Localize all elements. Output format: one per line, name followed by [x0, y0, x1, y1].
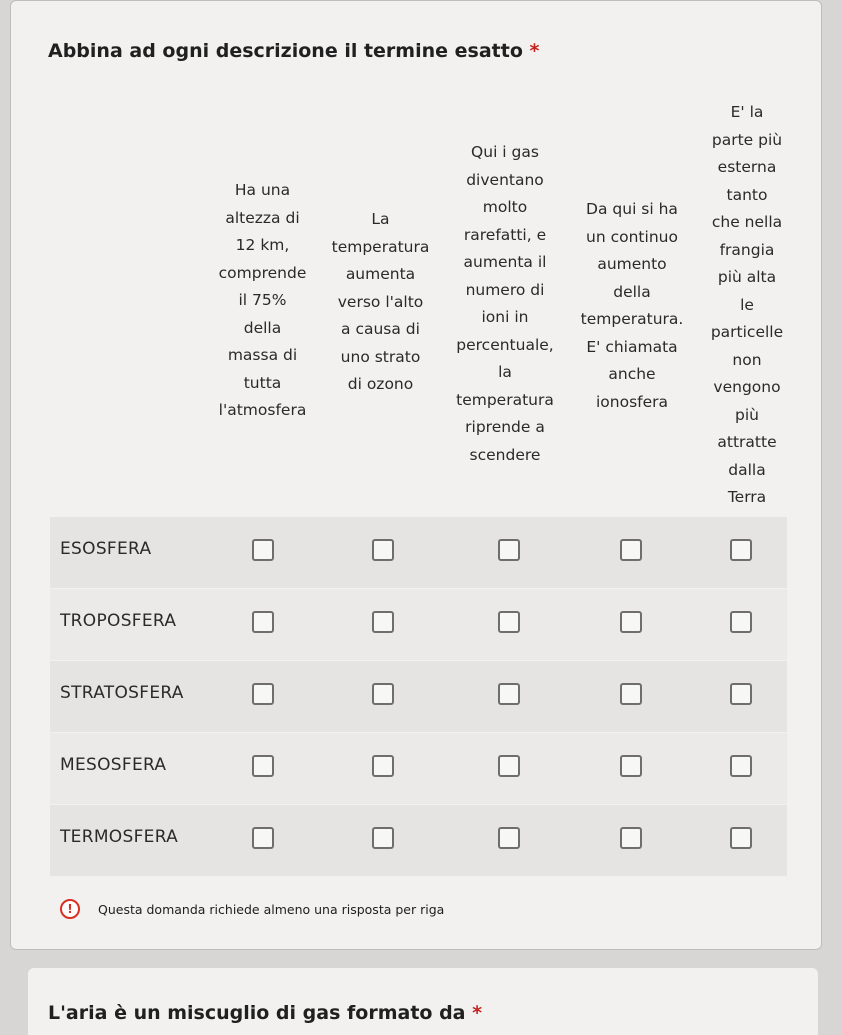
grid-row-termosfera: [50, 805, 787, 877]
required-marker: *: [529, 40, 540, 62]
validation-warning: [60, 899, 444, 919]
checkbox-grid: [50, 517, 787, 877]
checkbox[interactable]: [372, 611, 394, 633]
question-title-text: Abbina ad ogni descrizione il termine esatto: [48, 40, 523, 62]
required-marker: *: [472, 1002, 483, 1024]
checkbox[interactable]: [252, 611, 274, 633]
warning-text: Questa domanda richiede almeno una risposta per riga: [98, 901, 445, 917]
row-label: STRATOSFERA: [60, 683, 184, 703]
checkbox[interactable]: [730, 683, 752, 705]
question-title-2: [48, 1002, 482, 1024]
column-header-2: La temperatura aumenta verso l'alto a causa di uno strato di ozono: [331, 210, 430, 393]
row-label: TROPOSFERA: [60, 611, 177, 631]
checkbox[interactable]: [252, 827, 274, 849]
exclamation-icon: !: [60, 899, 80, 919]
checkbox[interactable]: [498, 827, 520, 849]
checkbox[interactable]: [730, 611, 752, 633]
checkbox[interactable]: [372, 827, 394, 849]
checkbox[interactable]: [252, 539, 274, 561]
checkbox[interactable]: [620, 683, 642, 705]
column-header-5: E' la parte più esterna tanto che nella frangia più alta le particelle non vengono più attratte dalla Terra: [710, 103, 784, 506]
row-label: MESOSFERA: [60, 755, 167, 775]
checkbox[interactable]: [730, 755, 752, 777]
column-header-4: Da qui si ha un continuo aumento della temperatura. E' chiamata anche ionosfera: [580, 200, 684, 411]
grid-row-troposfera: [50, 589, 787, 661]
checkbox[interactable]: [372, 539, 394, 561]
checkbox[interactable]: [372, 683, 394, 705]
grid-row-esosfera: [50, 517, 787, 589]
row-label: TERMOSFERA: [60, 827, 179, 847]
column-header-3: Qui i gas diventano molto rarefatti, e aumenta il numero di ioni in percentuale, la temperatura riprende a scendere: [456, 143, 554, 464]
checkbox[interactable]: [620, 539, 642, 561]
checkbox[interactable]: [372, 755, 394, 777]
question-title-2-text: L'aria è un miscuglio di gas formato da: [48, 1002, 466, 1024]
checkbox[interactable]: [730, 539, 752, 561]
checkbox[interactable]: [620, 611, 642, 633]
checkbox[interactable]: [498, 611, 520, 633]
checkbox[interactable]: [498, 755, 520, 777]
checkbox[interactable]: [252, 683, 274, 705]
checkbox[interactable]: [620, 755, 642, 777]
grid-row-stratosfera: [50, 661, 787, 733]
checkbox[interactable]: [730, 827, 752, 849]
grid-row-mesosfera: [50, 733, 787, 805]
column-header-1: Ha una altezza di 12 km, comprende il 75% della massa di tutta l'atmosfera: [218, 181, 307, 419]
checkbox[interactable]: [498, 683, 520, 705]
question-title: [48, 40, 539, 62]
checkbox[interactable]: [620, 827, 642, 849]
checkbox[interactable]: [252, 755, 274, 777]
checkbox[interactable]: [498, 539, 520, 561]
row-label: ESOSFERA: [60, 539, 152, 559]
